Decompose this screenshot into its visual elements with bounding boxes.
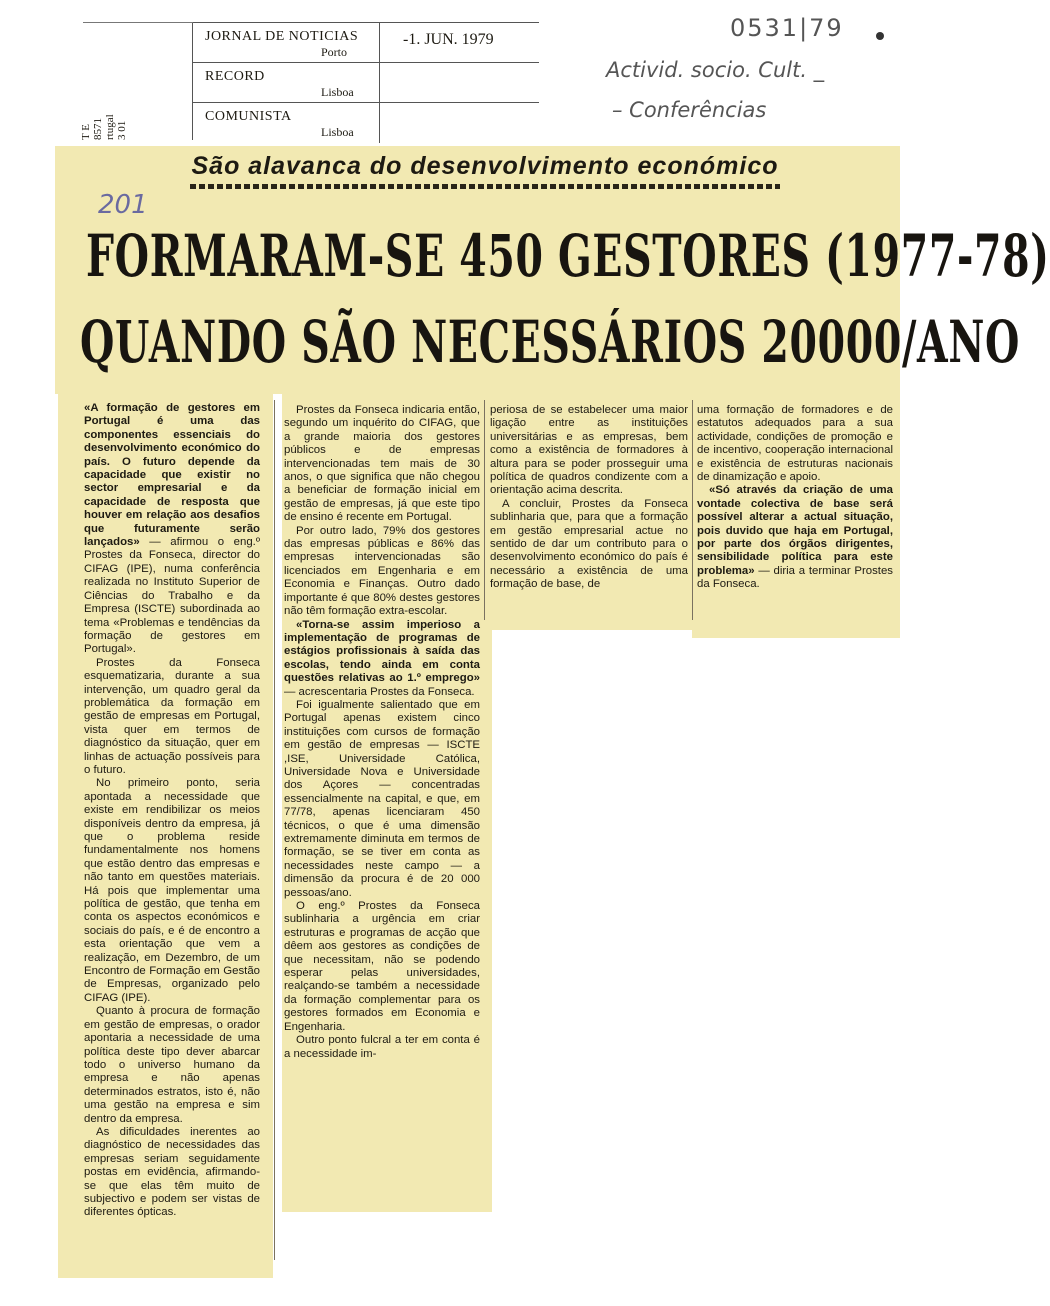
stamp-date: -1. JUN. 1979 bbox=[403, 31, 494, 48]
column-rule bbox=[692, 400, 693, 620]
paragraph: periosa de se estabelecer uma maior ligação entre as instituições universitárias e as empresas, bem como a existência de formadores à altura para se poder prosseguir uma política de quadros condizente com a orientação acima descrita. bbox=[490, 404, 688, 497]
paragraph bbox=[697, 484, 893, 591]
clipping-fragment bbox=[72, 60, 182, 142]
paragraph: O eng.º Prostes da Fonseca sublinharia a urgência em criar estruturas e programas de acção que dêem aos gestores as condições de que necessitam, não se podendo esperar pelas universidades, realçando-se também a necessidade da formação complementar para os gestores formados em Economia e Engenharia. bbox=[284, 900, 480, 1033]
table-rule bbox=[83, 22, 193, 23]
paragraph: Foi igualmente salientado que em Portugal apenas existem cinco instituições com cursos de formação em gestão de empresas — ISCTE ,ISE, Universidade Católica, Universidade Nova e Universidade dos Açores — concentradas essencialmente na capital, e que, em 77/78, apenas licenciaram 450 técnicos, o que é uma dimensão extremamente diminuta em termos de formação, se se tiver em conta as necessidades neste campo — a dimensão da procura é de 20 000 pessoas/ano. bbox=[284, 698, 480, 899]
ink-dot bbox=[876, 32, 884, 40]
paragraph: A concluir, Prostes da Fonseca sublinharia que, para que a formação em gestão empresarial actue no sentido de dar um contributo para o desenvolvimento económico do país é necessário a existência de uma formação de base, de bbox=[490, 497, 688, 591]
paragraph bbox=[284, 619, 480, 699]
source-city: Porto bbox=[321, 45, 348, 59]
source-row bbox=[193, 62, 539, 103]
article-column-3 bbox=[490, 404, 688, 592]
paragraph: As dificuldades inerentes ao diagnóstico de necessidades das empresas seriam seguidamente postas em evidência, afirmando-se que elas têm muito de subjectivo e podem ser vistas de diferentes ópticas. bbox=[84, 1125, 260, 1219]
paragraph: uma formação de formadores e de estatutos adequados para a sua actividade, condições de promoção e de incentivo, cooperação internacional e existência de estruturas nacionais de dinamização e apoio. bbox=[697, 404, 893, 484]
article-column-1 bbox=[84, 402, 260, 1220]
source-row bbox=[193, 22, 539, 63]
handwritten-reference: 0531|79 bbox=[730, 14, 844, 42]
paragraph: No primeiro ponto, seria apontada a necessidade que existe em rendibilizar os meios disponíveis dentro da empresa, já que o problema reside fundamentalmente nos homens que estão dentro das empresas e não tanto em questões materiais. Há pois que implementar uma política de gestão, que tenha em conta os aspectos económicos e sociais do país, e é de encontro a esta orientação que vem a realização, em Dezembro, de um Encontro de Formação em Gestão de Empresas, organizado pelo CIFAG (IPE). bbox=[84, 777, 260, 1004]
paragraph bbox=[84, 402, 260, 657]
source-city: Lisboa bbox=[321, 125, 354, 139]
kicker: São alavanca do desenvolvimento económico bbox=[191, 152, 779, 180]
source-row bbox=[193, 102, 539, 143]
headline-line: QUANDO SÃO NECESSÁRIOS 20000/ANO bbox=[80, 308, 1021, 376]
kicker-rule bbox=[190, 184, 780, 189]
article-column-4 bbox=[697, 404, 893, 592]
column-rule bbox=[484, 400, 485, 620]
paragraph: Prostes da Fonseca esquematizaria, durante a sua intervenção, um quadro geral da problemática da formação em gestão de empresas em Portugal, vista quer em termos de diagnóstico da situação, quer em linhas de actuação possíveis para o futuro. bbox=[84, 656, 260, 776]
article-column-2 bbox=[284, 404, 480, 1061]
source-name: COMUNISTA bbox=[205, 109, 292, 124]
source-table bbox=[192, 22, 539, 140]
source-city: Lisboa bbox=[321, 85, 354, 99]
source-name: RECORD bbox=[205, 69, 265, 84]
paragraph: Por outro lado, 79% dos gestores das empresas públicas e 86% das empresas intervencionadas são licenciados em Engenharia e em Economia e Finanças. Outro dado importante é que 80% destes gestores não têm formação extra-escolar. bbox=[284, 524, 480, 618]
paragraph-text: — diria a terminar Prostes da Fonseca. bbox=[697, 564, 893, 591]
paragraph-text: — afirmou o eng.º Prostes da Fonseca, director do CIFAG (IPE), numa conferência realizada no Instituto Superior de Ciências do Trabalho e da Empresa (ISCTE) subordinada ao tema «Problemas e tendências da formação de gestores em Portugal». bbox=[84, 536, 260, 656]
quote-bold: «Torna-se assim imperioso a implementação de programas de estágios profissionais à saída das escolas, tendo ainda em conta questões relativas ao 1.º emprego» bbox=[284, 618, 480, 685]
handwritten-note: Activid. socio. Cult. _ bbox=[606, 58, 825, 82]
table-divider bbox=[379, 63, 380, 103]
handwritten-page-number: 201 bbox=[98, 190, 148, 220]
quote-bold: «Só através da criação de uma vontade colectiva de base será possível alterar a actual situação, pois duvido que haja em Portugal, por parte dos órgãos dirigentes, sensibilidade política para este problema» bbox=[697, 484, 893, 577]
paragraph-text: — acrescentaria Prostes da Fonseca. bbox=[284, 685, 475, 698]
paragraph: Prostes da Fonseca indicaria então, segundo um inquérito do CIFAG, que a grande maioria dos gestores públicos e de empresas intervencionadas tem mais de 30 anos, o que significa que não chegou a beneficiar de formação inicial em gestão de empresas, já que este tipo de ensino é recente em Portugal. bbox=[284, 404, 480, 524]
paragraph: Outro ponto fulcral a ter em conta é a necessidade im- bbox=[284, 1034, 480, 1060]
headline-line: FORMARAM-SE 450 GESTORES (1977-78) bbox=[86, 222, 1050, 290]
table-divider bbox=[379, 103, 380, 143]
fragment-text: T E 8571 rtugal 3 01 bbox=[80, 114, 128, 140]
source-name: JORNAL DE NOTICIAS bbox=[205, 29, 359, 44]
quote-bold: «A formação de gestores em Portugal é uma das componentes essenciais do desenvolvimento económico do país. O futuro depende da capacidade que existir no sector empresarial e da capacidade de resposta que houver em relação aos desafios que futuramente serão lançados» bbox=[84, 402, 260, 549]
table-divider bbox=[379, 23, 380, 63]
paragraph: Quanto à procura de formação em gestão de empresas, o orador apontaria a necessidade de uma política deste tipo dever abarcar todo o universo humano da empresa e não apenas determinados estratos, isto é, não uma gestão na empresa e sim dentro da empresa. bbox=[84, 1005, 260, 1125]
column-rule bbox=[274, 400, 275, 1260]
handwritten-note: – Conferências bbox=[612, 98, 767, 122]
